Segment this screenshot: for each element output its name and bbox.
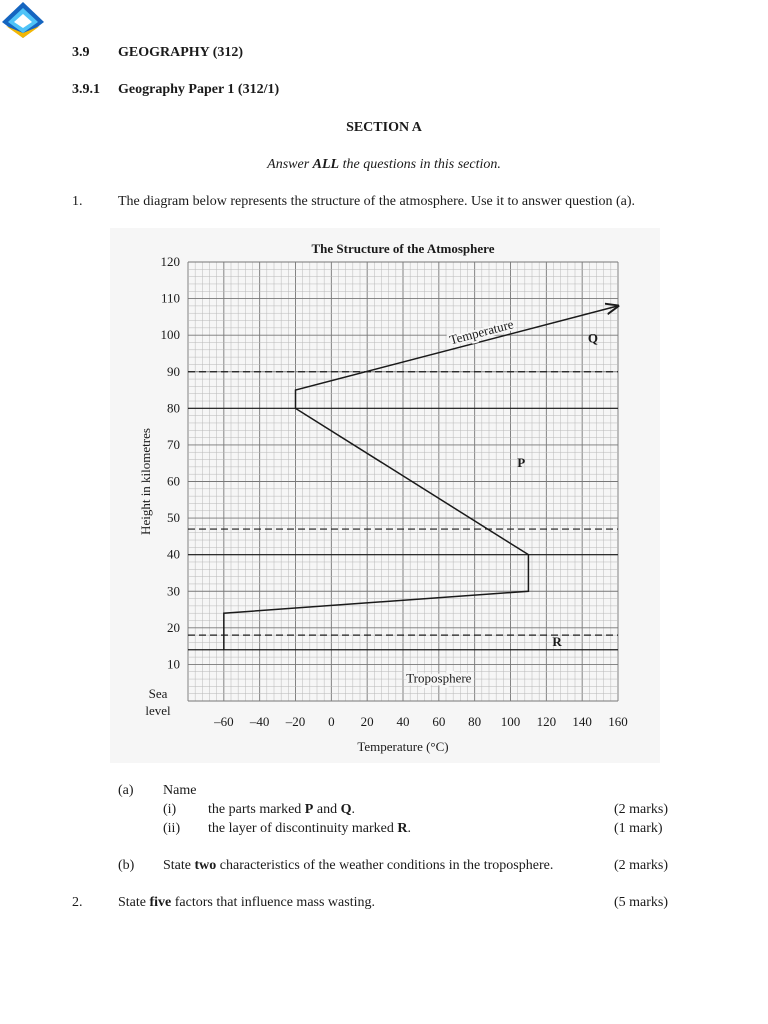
y-tick-label: 50 — [167, 510, 180, 526]
chart-annotations — [138, 241, 598, 754]
q1a-i-marks: (2 marks) — [614, 802, 669, 817]
y-axis-label: Height in kilometres — [138, 428, 153, 535]
x-tick-label: 0 — [328, 714, 335, 729]
label-p: P — [517, 454, 526, 470]
question-2-text: State five factors that influence mass wasting. — [118, 895, 375, 910]
x-tick-label: –40 — [249, 714, 270, 729]
y-tick-label: 100 — [160, 327, 180, 343]
label-r: R — [552, 634, 562, 650]
y-tick-label: 40 — [167, 546, 180, 562]
x-tick-label: 60 — [432, 714, 446, 729]
temperature-line — [224, 306, 618, 650]
section-title: GEOGRAPHY (312) — [118, 45, 244, 60]
x-tick-label: 100 — [500, 714, 521, 729]
y-tick-label: 10 — [167, 656, 180, 672]
x-tick-label: 40 — [396, 714, 410, 729]
y-tick-label: 30 — [167, 583, 180, 599]
x-tick-label: –20 — [285, 714, 306, 729]
question-1-number: 1. — [72, 194, 83, 209]
x-tick-label: 80 — [468, 714, 482, 729]
section-heading: SECTION A — [346, 120, 422, 135]
x-axis-label: Temperature (°C) — [357, 739, 449, 754]
q1a-i-label: (i) — [163, 802, 177, 817]
section-number: 3.9 — [72, 45, 90, 60]
q1a-ii-label: (ii) — [163, 821, 181, 836]
x-tick-label: 160 — [608, 714, 628, 729]
atmosphere-chart-svg — [110, 228, 660, 763]
question-2-number: 2. — [72, 895, 83, 910]
sea-level-label-line2: level — [145, 703, 171, 718]
q1a-text: Name — [163, 783, 197, 798]
question-2-marks: (5 marks) — [614, 895, 669, 910]
q1a-label: (a) — [118, 783, 134, 798]
q1b-marks: (2 marks) — [614, 858, 669, 873]
x-tick-label: 120 — [536, 714, 557, 729]
q1b-label: (b) — [118, 858, 135, 873]
question-1-text: The diagram below represents the structure of the atmosphere. Use it to answer question (a). — [118, 194, 636, 209]
temperature-line-label: Temperature — [447, 316, 515, 348]
label-q: Q — [587, 330, 598, 346]
chart-ticks — [145, 254, 627, 729]
exam-council-logo — [0, 0, 46, 40]
sea-level-label-line1: Sea — [148, 686, 168, 701]
y-tick-label: 70 — [167, 436, 180, 452]
subsection-title: Geography Paper 1 (312/1) — [118, 82, 280, 97]
y-tick-label: 20 — [167, 619, 180, 635]
q1a-ii-marks: (1 mark) — [614, 821, 663, 836]
x-tick-label: 20 — [360, 714, 374, 729]
subsection-number: 3.9.1 — [72, 82, 100, 97]
label-troposphere: Troposphere — [406, 670, 472, 686]
atmosphere-chart — [110, 228, 660, 763]
chart-title: The Structure of the Atmosphere — [311, 241, 495, 256]
q1a-i-text: the parts marked P and Q. — [208, 802, 355, 817]
x-tick-label: –60 — [214, 714, 234, 729]
chart-series — [224, 306, 618, 650]
q1a-ii-text: the layer of discontinuity marked R. — [208, 821, 411, 836]
y-tick-label: 120 — [160, 254, 180, 269]
y-tick-label: 80 — [167, 400, 180, 416]
y-tick-label: 90 — [167, 363, 180, 379]
instructions: Answer ALL the questions in this section. — [267, 157, 501, 172]
q1b-text: State two characteristics of the weather conditions in the troposphere. — [163, 858, 554, 873]
y-tick-label: 60 — [167, 473, 180, 489]
x-tick-label: 140 — [572, 714, 592, 729]
y-tick-label: 110 — [160, 290, 180, 306]
